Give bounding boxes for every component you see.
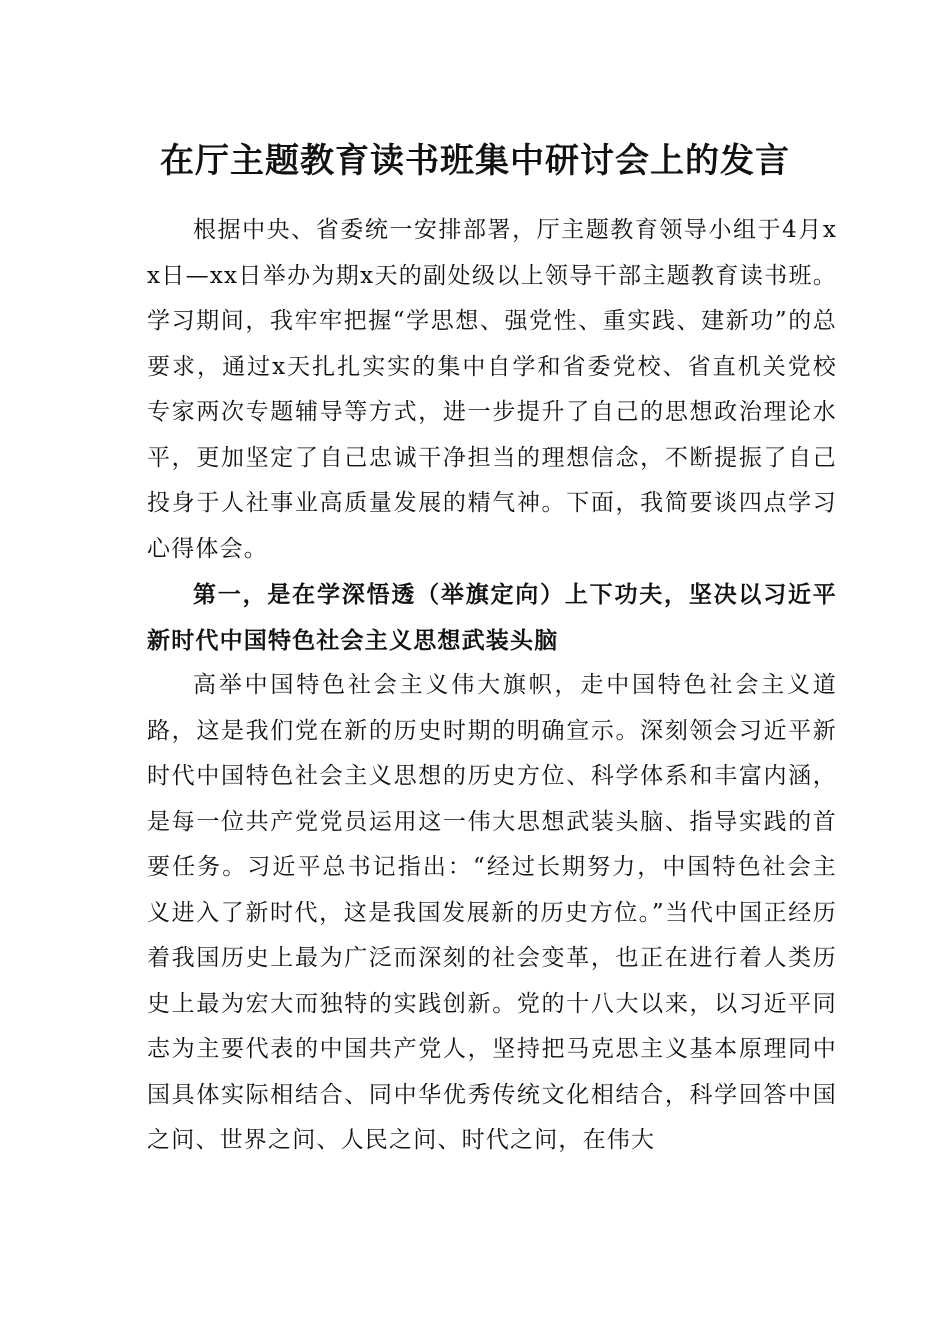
document-body: [147, 208, 837, 1164]
document-title: 在厅主题教育读书班集中研讨会上的发言: [160, 141, 790, 181]
section-1-paragraph: 高举中国特色社会主义伟大旗帜，走中国特色社会主义道路，这是我们党在新的历史时期的明确宣示。深刻领会习近平新时代中国特色社会主义思想的历史方位、科学体系和丰富内涵，是每一位共产党党员运用这一伟大思想武装头脑、指导实践的首要任务。习近平总书记指出：“经过长期努力，中国特色社会主义进入了新时代，这是我国发展新的历史方位。”当代中国正经历着我国历史上最为广泛而深刻的社会变革，也正在进行着人类历史上最为宏大而独特的实践创新。党的十八大以来，以习近平同志为主要代表的中国共产党人，坚持把马克思主义基本原理同中国具体实际相结合、同中华优秀传统文化相结合，科学回答中国之问、世界之问、人民之问、时代之问，在伟大: [147, 672, 837, 1153]
section-heading-1: 第一，是在学深悟透（举旗定向）上下功夫，坚决以习近平新时代中国特色社会主义思想武装头脑: [147, 581, 837, 654]
intro-paragraph: 根据中央、省委统一安排部署，厅主题教育领导小组于4月xx日—xx日举办为期x天的副处级以上领导干部主题教育读书班。学习期间，我牢牢把握“学思想、强党性、重实践、建新功”的总要求，通过x天扎扎实实的集中自学和省委党校、省直机关党校专家两次专题辅导等方式，进一步提升了自己的思想政治理论水平，更加坚定了自己忠诚干净担当的理想信念，不断提振了自己投身于人社事业高质量发展的精气神。下面，我简要谈四点学习心得体会。: [147, 217, 837, 562]
